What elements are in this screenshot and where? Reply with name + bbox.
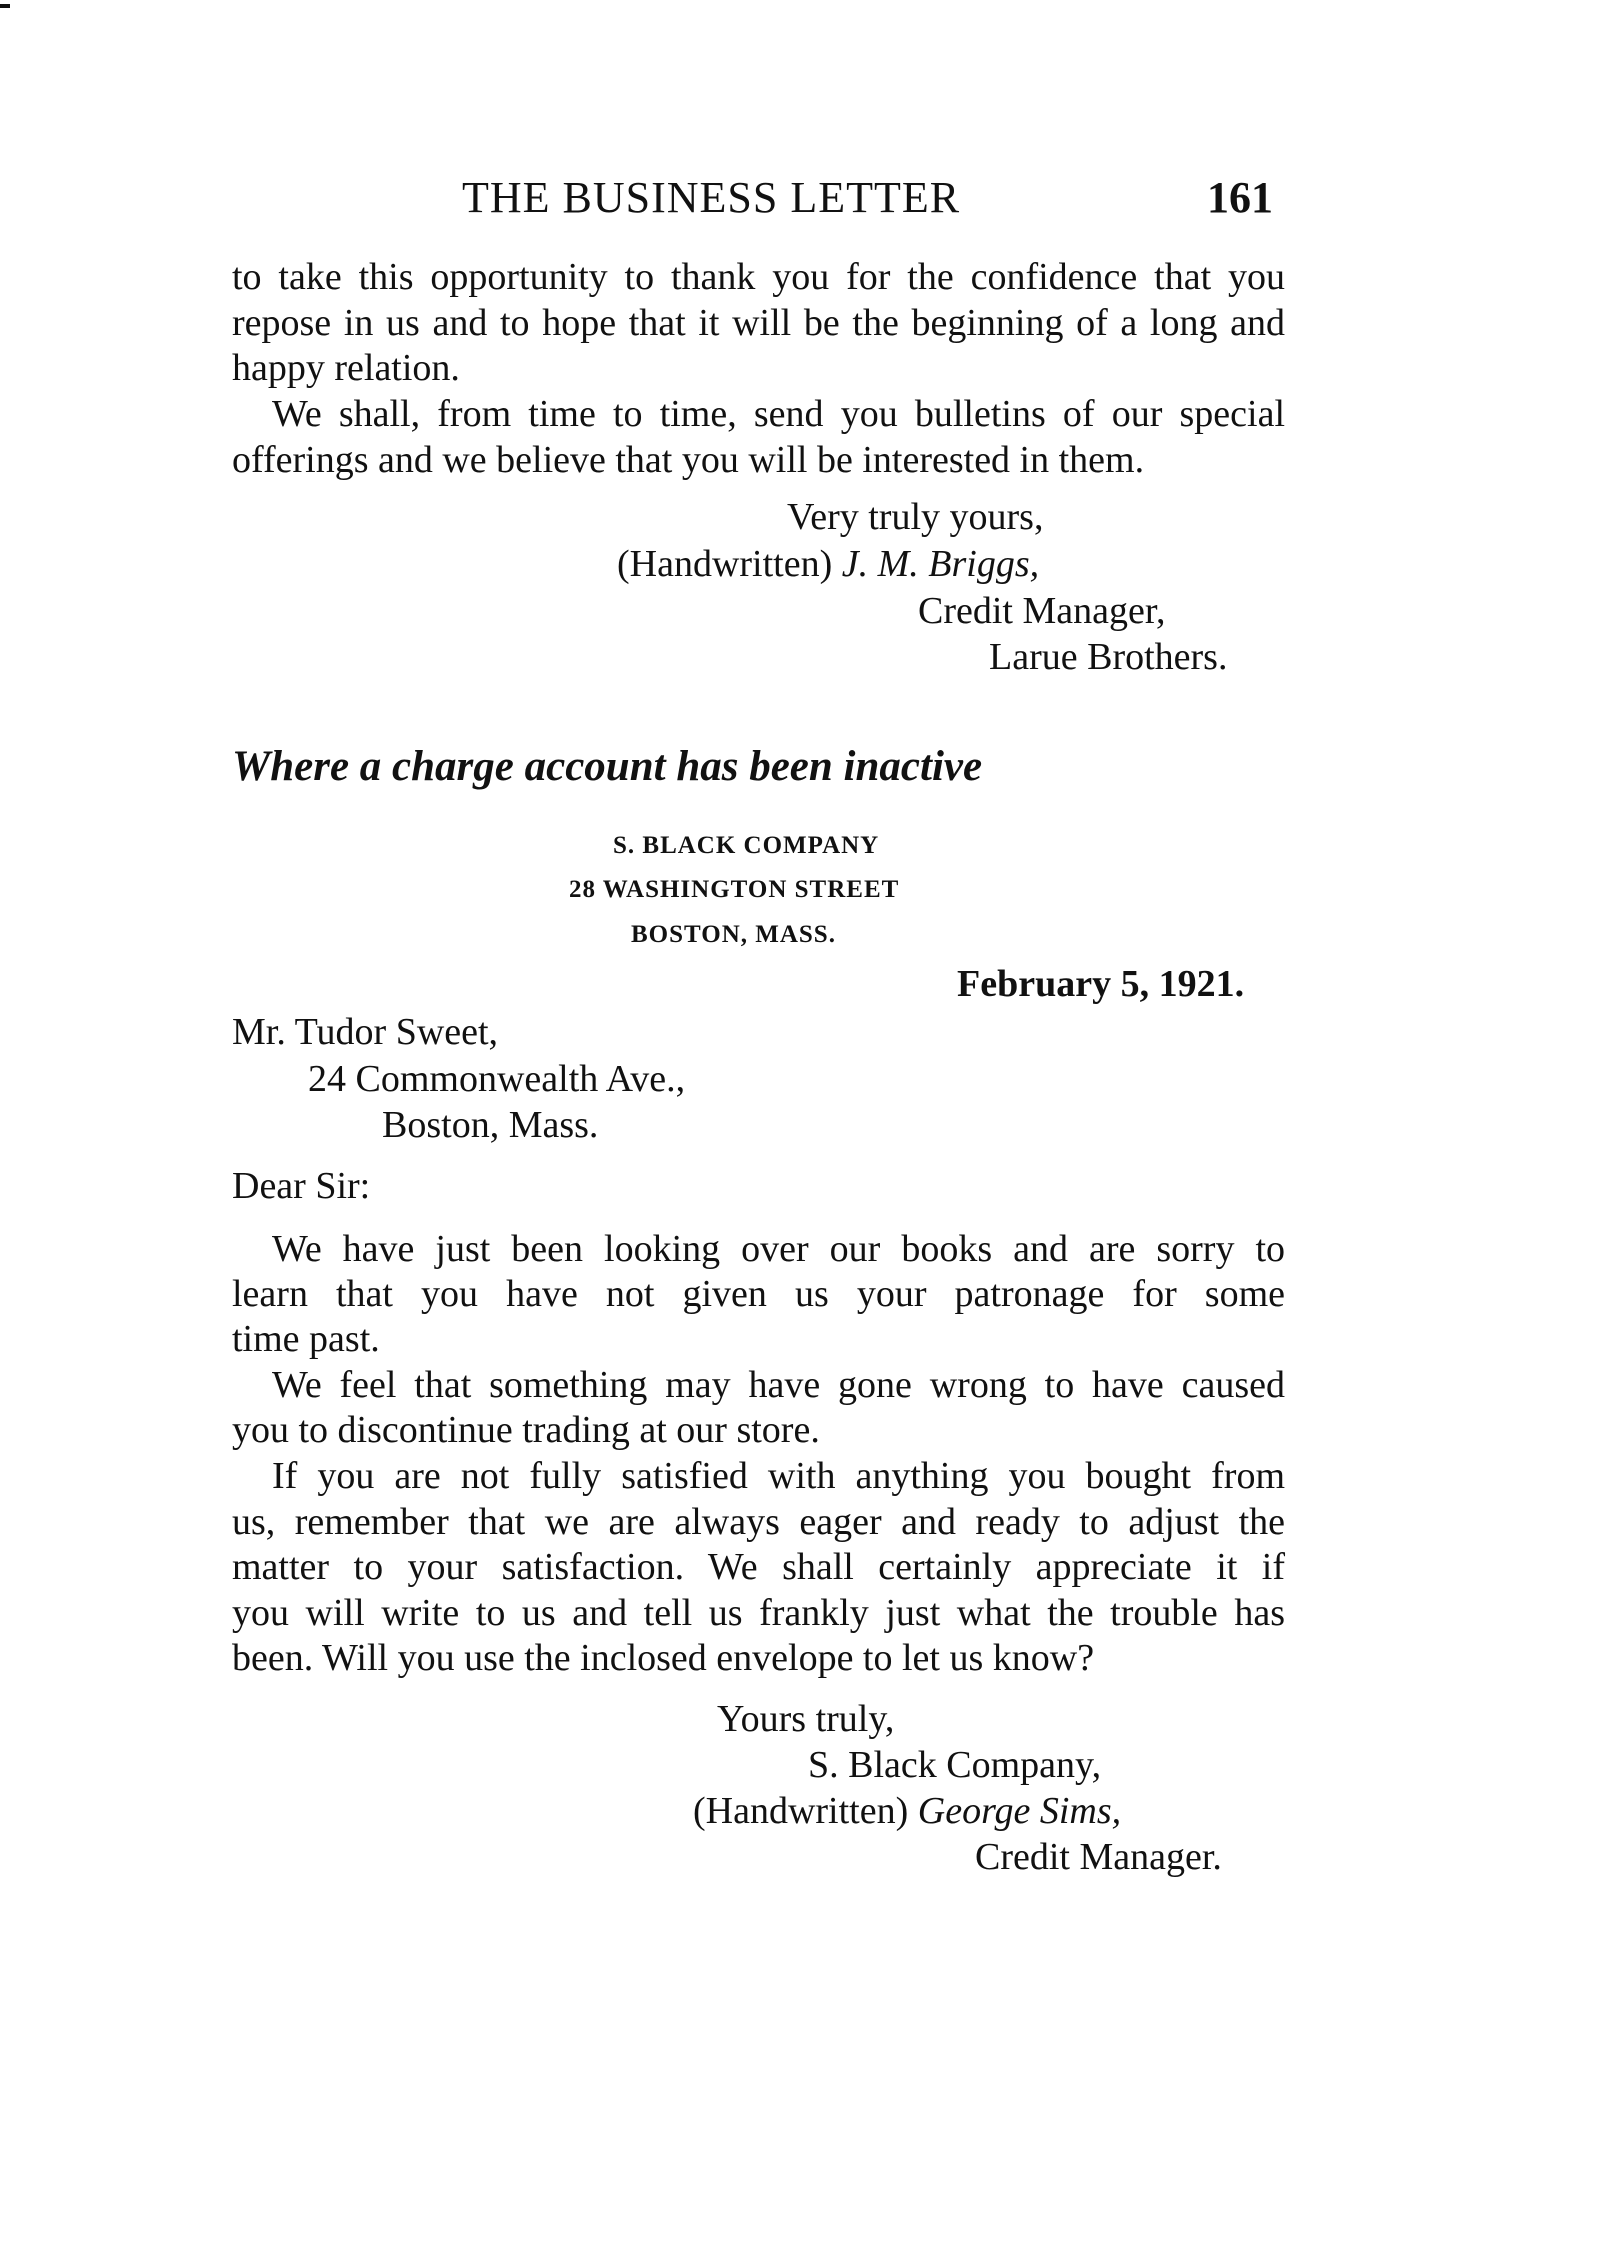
body-line: If you are not fully satisfied with anything you bought from xyxy=(272,1455,1285,1497)
letter1-line: repose in us and to hope that it will be the beginning of a long and xyxy=(232,302,1285,344)
handwritten-prefix: (Handwritten) xyxy=(617,543,833,585)
body-line: us, remember that we are always eager and ready to adjust the xyxy=(232,1501,1285,1543)
letterhead-company: S. BLACK COMPANY xyxy=(613,832,880,859)
letterhead-city: BOSTON, MASS. xyxy=(631,921,836,948)
section-heading: Where a charge account has been inactive xyxy=(232,743,983,790)
body-line: time past. xyxy=(232,1318,380,1360)
handwritten-prefix: (Handwritten) xyxy=(693,1790,909,1832)
running-head: THE BUSINESS LETTER xyxy=(462,173,961,222)
letter1-title: Credit Manager, xyxy=(918,590,1166,632)
address-line: Mr. Tudor Sweet, xyxy=(232,1011,499,1053)
letter-date: February 5, 1921. xyxy=(957,963,1245,1005)
address-line: 24 Commonwealth Ave., xyxy=(308,1058,686,1100)
body-line: you to discontinue trading at our store. xyxy=(232,1409,820,1451)
letter1-company: Larue Brothers. xyxy=(989,636,1228,678)
letter2-closing: Yours truly, xyxy=(717,1698,895,1740)
page-number: 161 xyxy=(1207,173,1273,222)
letter1-signature-line xyxy=(617,545,1039,583)
letter1-line: We shall, from time to time, send you bulletins of our special xyxy=(272,393,1285,435)
letter2-company: S. Black Company, xyxy=(808,1744,1102,1786)
salutation: Dear Sir: xyxy=(232,1165,371,1207)
body-line: We feel that something may have gone wrong to have caused xyxy=(272,1364,1285,1406)
address-line: Boston, Mass. xyxy=(382,1104,599,1146)
signature: J. M. Briggs, xyxy=(841,543,1040,585)
body-line: been. Will you use the inclosed envelope to let us know? xyxy=(232,1637,1095,1679)
body-line: matter to your satisfaction. We shall certainly appreciate it if xyxy=(232,1546,1285,1588)
corner-mark xyxy=(0,4,10,8)
body-line: We have just been looking over our books and are sorry to xyxy=(272,1228,1285,1270)
letter1-line: offerings and we believe that you will be interested in them. xyxy=(232,439,1145,481)
letter1-line: to take this opportunity to thank you for the confidence that you xyxy=(232,256,1285,298)
letterhead-street: 28 WASHINGTON STREET xyxy=(569,876,900,903)
body-line: you will write to us and tell us frankly just what the trouble has xyxy=(232,1592,1285,1634)
letter1-closing: Very truly yours, xyxy=(787,496,1044,538)
body-line: learn that you have not given us your patronage for some xyxy=(232,1273,1285,1315)
letter2-title: Credit Manager. xyxy=(975,1836,1222,1878)
letter1-line: happy relation. xyxy=(232,347,460,389)
signature: George Sims, xyxy=(917,1790,1122,1832)
letter2-signature-line xyxy=(693,1792,1121,1830)
